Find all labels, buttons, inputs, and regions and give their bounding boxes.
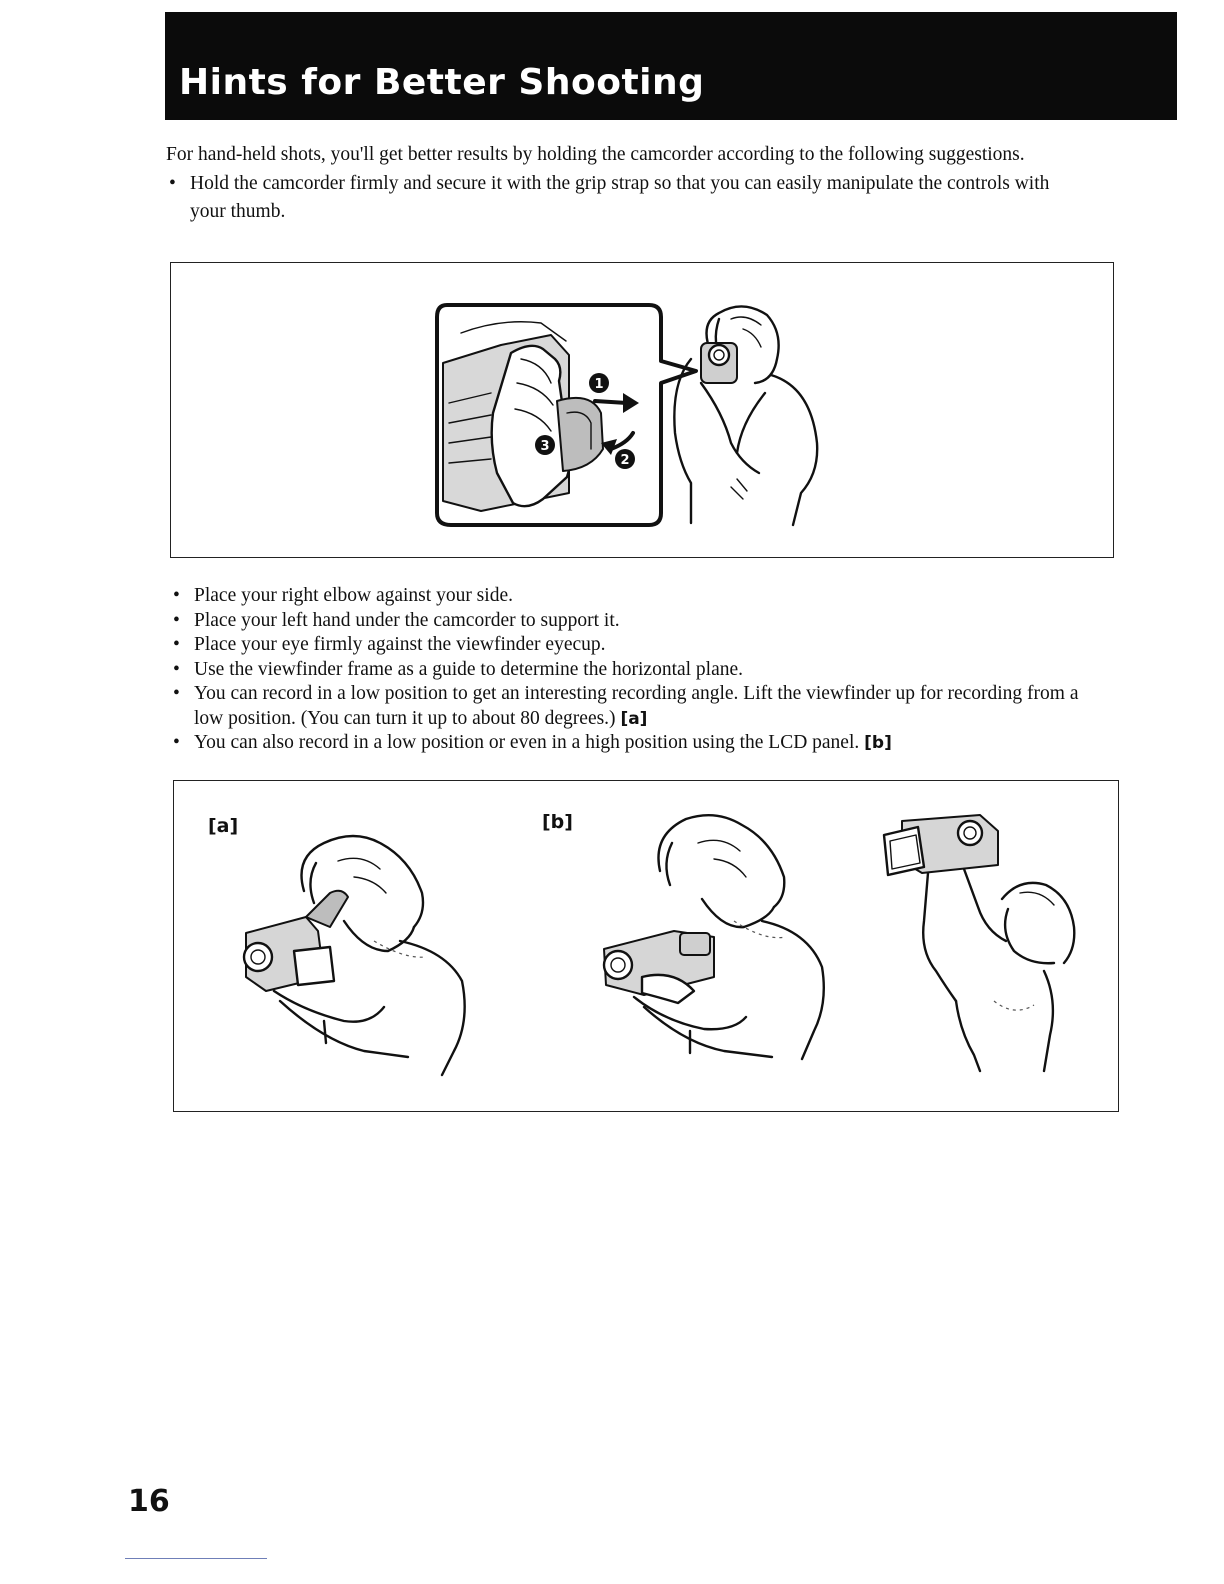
person-low-angle-viewfinder — [244, 836, 465, 1075]
tip-item — [170, 658, 1100, 683]
tip-text: Place your eye firmly against the viewfinder eyecup. — [194, 634, 606, 655]
person-holding-camcorder — [674, 306, 817, 525]
tip-item — [170, 633, 1100, 658]
figure-label-a: [a] — [208, 815, 239, 837]
tip-item — [170, 609, 1100, 634]
grip-strap-figure — [170, 262, 1114, 558]
footer-divider — [125, 1558, 267, 1559]
tips-list — [170, 584, 1100, 756]
person-low-position-lcd — [604, 815, 824, 1059]
page-number: 16 — [128, 1484, 170, 1519]
intro-section — [166, 140, 1086, 226]
tip-text: Use the viewfinder frame as a guide to determine the horizontal plane. — [194, 658, 744, 680]
figure-reference-a: [a] — [620, 708, 648, 729]
recording-positions-figure — [173, 780, 1119, 1112]
tip-item — [170, 682, 1100, 731]
figure-label-b: [b] — [542, 811, 573, 833]
intro-bullets — [166, 170, 1086, 226]
intro-paragraph: For hand-held shots, you'll get better results by holding the camcorder according to the following suggestions. — [166, 144, 1025, 165]
page-header — [165, 12, 1177, 120]
figure-reference-b: [b] — [864, 733, 892, 753]
tip-text: You can also record in a low position or even in a high position using the LCD panel. — [194, 732, 860, 753]
tip-item — [170, 584, 1100, 609]
recording-positions-illustration — [174, 781, 1118, 1111]
step-marker-2: 2 — [620, 453, 630, 468]
step-marker-3: 3 — [540, 439, 550, 454]
step-marker-1: 1 — [594, 377, 604, 392]
tip-text: You can record in a low position to get an interesting recording angle. Lift the viewfinder up for recording from a low position. (You can turn it up to about 80 degrees.) — [194, 683, 1079, 729]
tip-text: Place your left hand under the camcorder to support it. — [194, 609, 620, 631]
person-high-position-lcd — [884, 815, 1074, 1071]
grip-closeup-inset — [437, 305, 696, 525]
page-title: Hints for Better Shooting — [179, 62, 705, 103]
tips-section — [170, 584, 1100, 756]
intro-bullet-item: • Hold the camcorder firmly and secure it with the grip strap so that you can easily manipulate the controls with your thumb. — [166, 170, 1086, 226]
grip-strap-illustration — [171, 263, 1113, 557]
tip-text: Place your right elbow against your side. — [194, 585, 513, 606]
tip-item — [170, 731, 1100, 756]
